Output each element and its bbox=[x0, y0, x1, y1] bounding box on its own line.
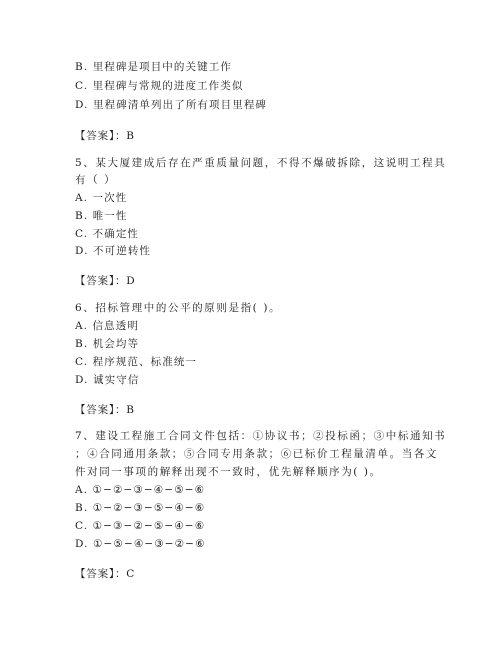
q6-option-a: A. 信息透明 bbox=[75, 320, 139, 332]
q4-answer: 【答案】：B bbox=[75, 130, 135, 142]
q5-stem-line1: 5、某大厦建成后存在严重质量问题，不得不爆破拆除，这说明工程具 bbox=[75, 157, 447, 169]
q7-stem-line1: 7、建设工程施工合同文件包括：①协议书；②投标函；③中标通知书 bbox=[75, 430, 447, 442]
q7-option-b: B. ①−②−③−⑤−④−⑥ bbox=[75, 502, 206, 514]
q6-option-c: C. 程序规范、标准统一 bbox=[75, 356, 198, 368]
q6-option-b: B. 机会均等 bbox=[75, 338, 140, 350]
q7-option-a: A. ①−②−③−④−⑤−⑥ bbox=[75, 484, 206, 496]
q7-stem-line2: ；④合同通用条款；⑤合同专用条款；⑥已标价工程量清单。当各文 bbox=[75, 448, 438, 460]
q5-option-d: D. 不可逆转性 bbox=[75, 245, 152, 257]
q4-option-b: B. 里程碑是项目中的关键工作 bbox=[75, 61, 232, 73]
q5-option-b: B. 唯一性 bbox=[75, 210, 128, 222]
q7-answer: 【答案】：C bbox=[75, 568, 136, 580]
q4-option-c: C. 里程碑与常规的进度工作类似 bbox=[75, 80, 244, 92]
q7-option-c: C. ①−③−②−⑤−④−⑥ bbox=[75, 520, 206, 532]
q7-stem-line3: 件对同一事项的解释出现不一致时，优先解释顺序为( )。 bbox=[75, 466, 382, 478]
q5-stem-line2: 有（ ） bbox=[75, 174, 117, 186]
q5-answer: 【答案】：D bbox=[75, 275, 136, 287]
q6-stem: 6、招标管理中的公平的原则是指( )。 bbox=[75, 302, 282, 314]
q4-option-d: D. 里程碑清单列出了所有项目里程碑 bbox=[75, 99, 268, 111]
q5-option-a: A. 一次性 bbox=[75, 192, 128, 204]
q6-option-d: D. 诚实守信 bbox=[75, 374, 140, 386]
q6-answer: 【答案】：B bbox=[75, 404, 135, 416]
q7-option-d: D. ①−⑤−④−③−②−⑥ bbox=[75, 538, 206, 550]
q5-option-c: C. 不确定性 bbox=[75, 228, 140, 240]
